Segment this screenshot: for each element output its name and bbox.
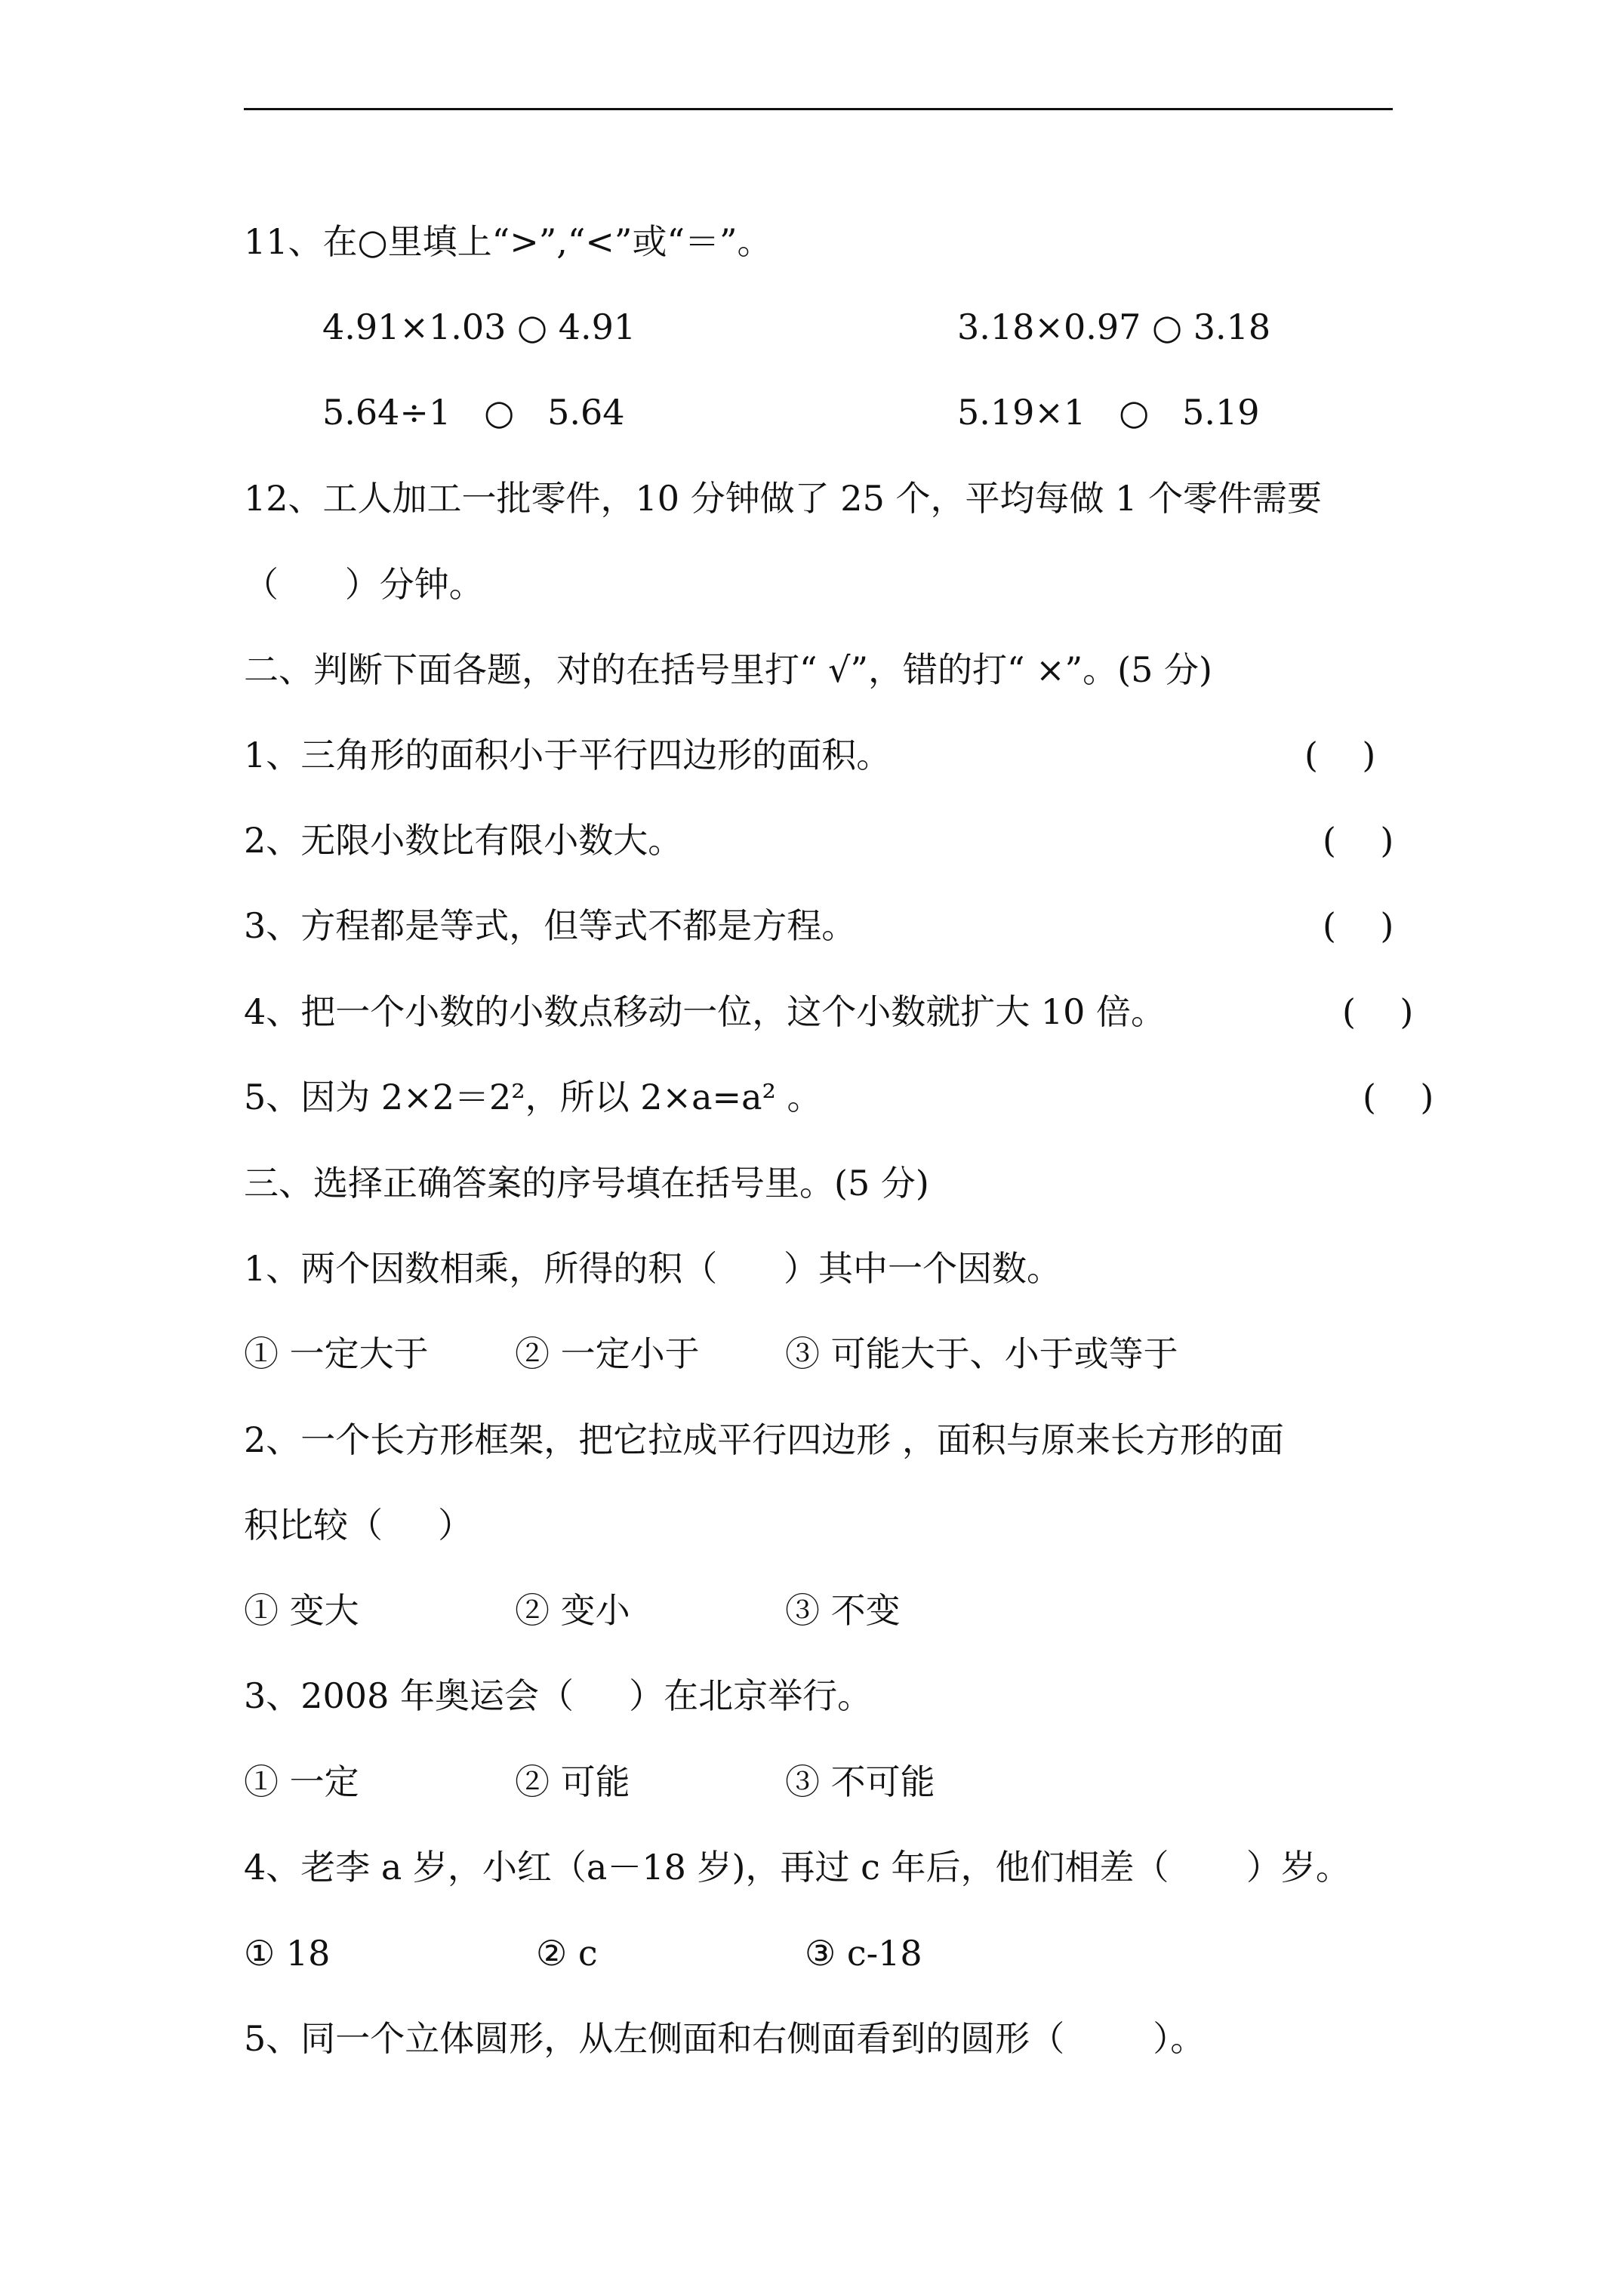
choice-q4-opt2: ② c [536, 1933, 598, 1974]
judge-paren-1[interactable]: ( ) [1304, 735, 1376, 775]
q12-line2: （ ）分钟。 [244, 564, 484, 605]
choice-q4-opt3: ③ c-18 [805, 1933, 922, 1974]
judge-item-2: 2、无限小数比有限小数大。 [244, 820, 683, 861]
q11-row1-right: 3.18×0.97 ○ 3.18 [957, 307, 1271, 347]
judge-paren-2[interactable]: ( ) [1323, 820, 1394, 861]
q11-title: 11、在○里填上“>”,“<”或“＝”。 [244, 221, 772, 262]
section3-title: 三、选择正确答案的序号填在括号里。(5 分) [244, 1163, 929, 1203]
judge-item-5: 5、因为 2×2＝2²，所以 2×a=a² 。 [244, 1077, 822, 1117]
section2-title: 二、判断下面各题，对的在括号里打“ √”，错的打“ ×”。(5 分) [244, 649, 1212, 690]
q11-row1-left: 4.91×1.03 ○ 4.91 [322, 307, 636, 347]
choice-q2-opt1: ① 变大 [244, 1590, 359, 1631]
choice-q1-opt3: ③ 可能大于、小于或等于 [785, 1333, 1178, 1374]
judge-item-1: 1、三角形的面积小于平行四边形的面积。 [244, 735, 892, 775]
judge-paren-4[interactable]: ( ) [1342, 991, 1414, 1032]
judge-item-4: 4、把一个小数的小数点移动一位，这个小数就扩大 10 倍。 [244, 991, 1166, 1032]
choice-q3-opt3: ③ 不可能 [785, 1761, 935, 1802]
q12-line1: 12、工人加工一批零件，10 分钟做了 25 个，平均每做 1 个零件需要 [244, 478, 1322, 519]
judge-paren-5[interactable]: ( ) [1363, 1077, 1434, 1117]
choice-q1-opt1: ① 一定大于 [244, 1333, 429, 1374]
q11-row2-right: 5.19×1 ○ 5.19 [957, 392, 1260, 433]
choice-q2-line2: 积比较（ ） [244, 1505, 473, 1546]
choice-q5: 5、同一个立体圆形，从左侧面和右侧面看到的圆形（ ）。 [244, 2018, 1206, 2059]
choice-q4: 4、老李 a 岁，小红（a－18 岁)，再过 c 年后，他们相差（ ）岁。 [244, 1847, 1350, 1888]
choice-q2-line1: 2、一个长方形框架，把它拉成平行四边形 ，面积与原来长方形的面 [244, 1419, 1284, 1460]
choice-q1-opt2: ② 一定小于 [515, 1333, 700, 1374]
judge-item-3: 3、方程都是等式，但等式不都是方程。 [244, 905, 857, 946]
choice-q2-opt2: ② 变小 [515, 1590, 630, 1631]
q11-row2-left: 5.64÷1 ○ 5.64 [322, 392, 625, 433]
header-rule [244, 108, 1393, 110]
judge-paren-3[interactable]: ( ) [1323, 905, 1394, 946]
choice-q2-opt3: ③ 不变 [785, 1590, 901, 1631]
choice-q3-opt1: ① 一定 [244, 1761, 359, 1802]
choice-q3: 3、2008 年奥运会（ ）在北京举行。 [244, 1675, 873, 1716]
choice-q4-opt1: ① 18 [244, 1933, 331, 1974]
choice-q1: 1、两个因数相乘，所得的积（ ）其中一个因数。 [244, 1248, 1061, 1289]
choice-q3-opt2: ② 可能 [515, 1761, 630, 1802]
